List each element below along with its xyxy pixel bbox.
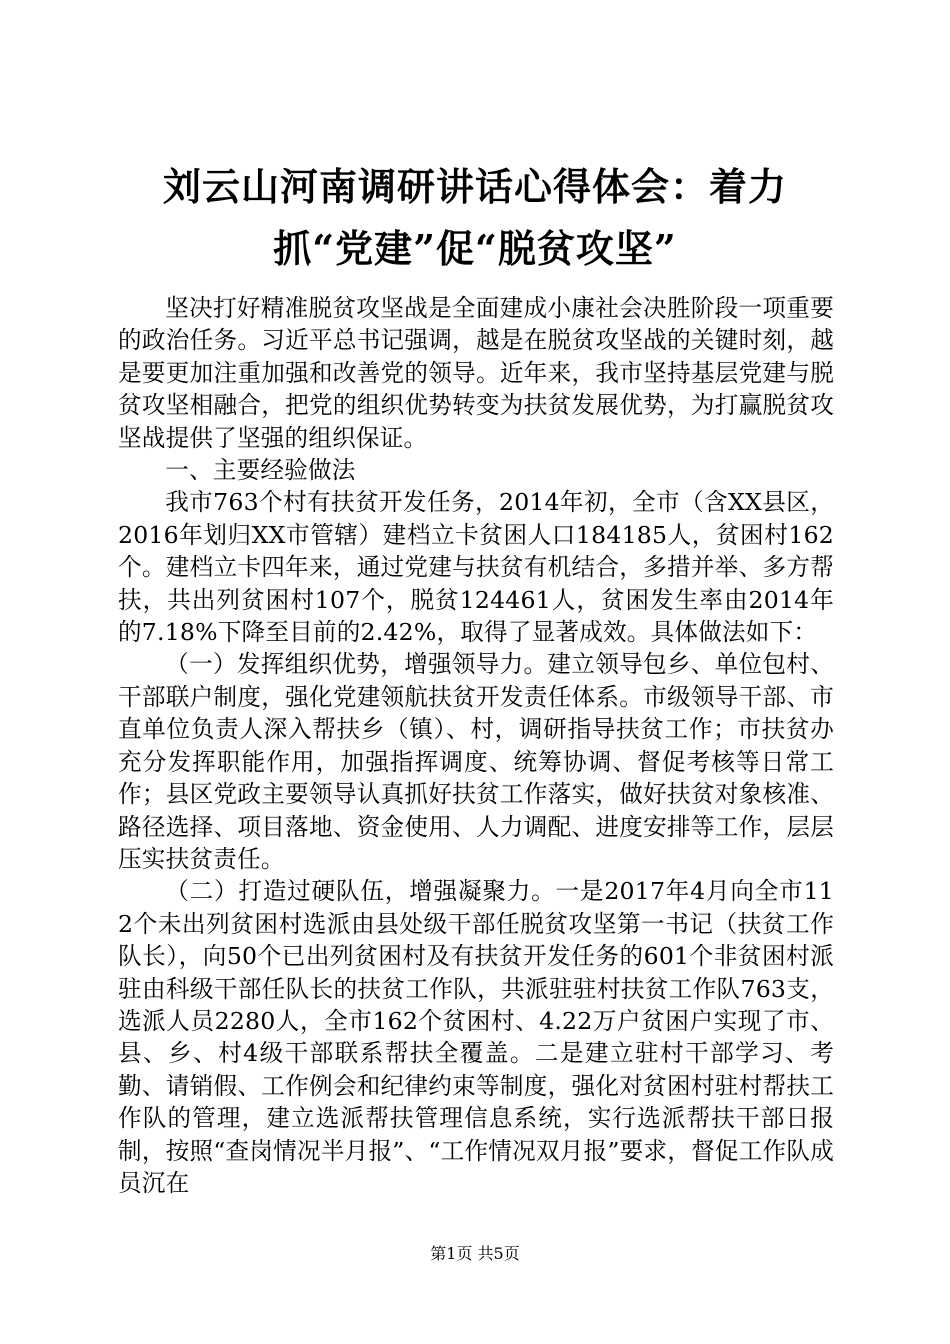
document-title: 刘云山河南调研讲话心得体会：着力抓“党建”促“脱贫攻坚” xyxy=(162,164,787,271)
paragraph-leadership: （一）发挥组织优势，增强领导力。建立领导包乡、单位包村、干部联户制度，强化党建领航扶贫开发责任体系。市级领导干部、市直单位负责人深入帮扶乡（镇）、村，调研指导扶贫工作；市扶贫办充分发挥职能作用，加强指挥调度、统筹协调、督促考核等日常工作；县区党政主要领导认真抓好扶贫工作落实，做好扶贫对象核准、路径选择、项目落地、资金使用、人力调配、进度安排等工作，层层压实扶贫责任。 xyxy=(118,650,834,873)
section-heading: 一、主要经验做法 xyxy=(165,456,356,485)
page-number: 第1页 共5页 xyxy=(430,1244,520,1263)
paragraph-overview: 我市763个村有扶贫开发任务，2014年初，全市（含XX县区，2016年划归XX市管辖）建档立卡贫困人口184185人，贫困村162个。建档立卡四年来，通过党建与扶贫有机结合，多措并举、多方帮扶，共出列贫困村107个，脱贫124461人，贫困发生率由2014年的7.18%下降至目前的2.42%，取得了显著成效。具体做法如下： xyxy=(118,488,834,647)
page-footer xyxy=(0,1244,950,1264)
paragraph-team: （二）打造过硬队伍，增强凝聚力。一是2017年4月向全市112个未出列贫困村选派由县处级干部任脱贫攻坚第一书记（扶贫工作队长），向50个已出列贫困村及有扶贫开发任务的601个非贫困村派驻由科级干部任队长的扶贫工作队，共派驻驻村扶贫工作队763支，选派人员2280人，全市162个贫困村、4.22万户贫困户实现了市、县、乡、村4级干部联系帮扶全覆盖。二是建立驻村干部学习、考勤、请销假、工作例会和纪律约束等制度，强化对贫困村驻村帮扶工作队的管理，建立选派帮扶管理信息系统，实行选派帮扶干部日报制，按照“查岗情况半月报”、“工作情况双月报”要求，督促工作队成员沉在 xyxy=(118,877,834,1197)
paragraph-intro: 坚决打好精准脱贫攻坚战是全面建成小康社会决胜阶段一项重要的政治任务。习近平总书记强调，越是在脱贫攻坚战的关键时刻，越是要更加注重加强和改善党的领导。近年来，我市坚持基层党建与脱贫攻坚相融合，把党的组织优势转变为扶贫发展优势，为打赢脱贫攻坚战提供了坚强的组织保证。 xyxy=(118,294,834,452)
document-body xyxy=(118,292,834,1199)
